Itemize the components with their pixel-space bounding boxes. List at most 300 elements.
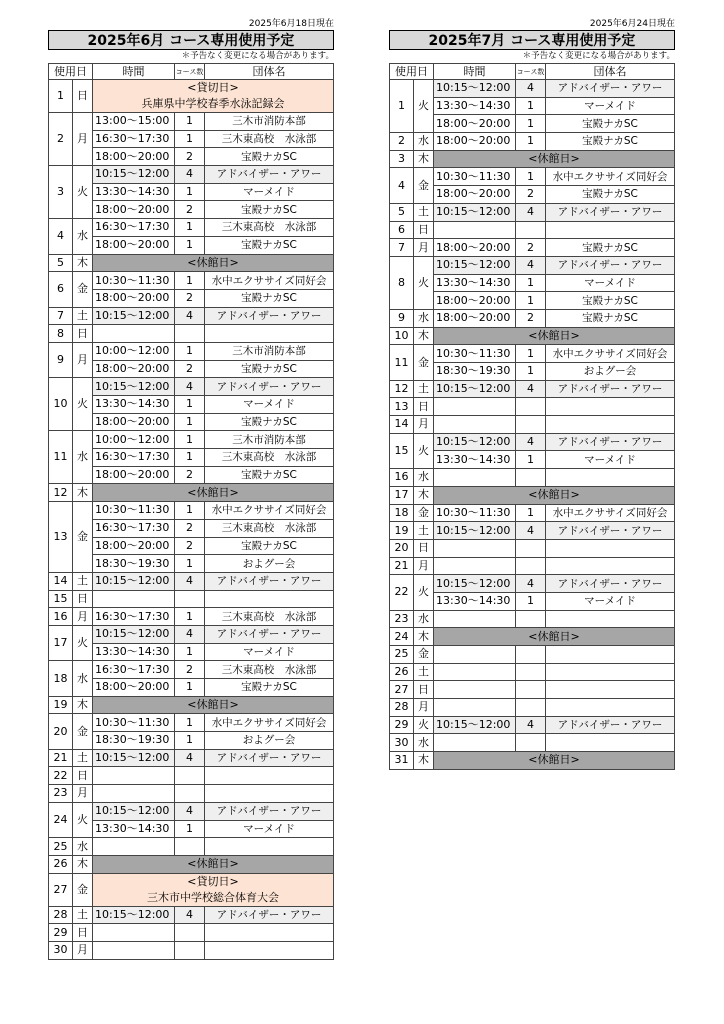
organization: マーメイド xyxy=(546,451,675,469)
organization: アドバイザー・アワー xyxy=(205,802,334,820)
course-count: 1 xyxy=(175,714,205,732)
course-count xyxy=(175,767,205,785)
organization: 宝殿ナカSC xyxy=(546,115,675,133)
day-number: 30 xyxy=(49,941,73,959)
weekday: 火 xyxy=(73,166,93,219)
time-slot: 18:00～20:00 xyxy=(434,292,516,310)
course-count: 1 xyxy=(175,413,205,431)
course-count: 4 xyxy=(516,256,546,274)
course-count: 2 xyxy=(175,466,205,484)
organization: アドバイザー・アワー xyxy=(546,80,675,98)
weekday: 日 xyxy=(73,590,93,608)
day-number: 4 xyxy=(49,219,73,254)
schedule-row xyxy=(390,433,675,451)
day-number: 13 xyxy=(49,502,73,573)
organization: 水中エクササイズ同好会 xyxy=(546,168,675,186)
schedule-row xyxy=(49,802,334,820)
time-slot: 10:30～11:30 xyxy=(434,345,516,363)
time-slot xyxy=(434,221,516,239)
day-number: 10 xyxy=(49,378,73,431)
time-slot: 10:15～12:00 xyxy=(93,906,175,924)
closed-label: <休館日> xyxy=(434,486,675,504)
weekday: 金 xyxy=(414,646,434,664)
weekday: 月 xyxy=(414,557,434,575)
course-count: 4 xyxy=(516,433,546,451)
day-number: 16 xyxy=(390,469,414,487)
schedule-row xyxy=(49,941,334,959)
time-slot xyxy=(434,539,516,557)
time-slot: 13:00～15:00 xyxy=(93,113,175,131)
weekday: 木 xyxy=(414,752,434,770)
organization: 三木市消防本部 xyxy=(205,431,334,449)
time-slot: 16:30～17:30 xyxy=(93,661,175,679)
day-number: 16 xyxy=(49,608,73,626)
course-count: 1 xyxy=(516,292,546,310)
course-count xyxy=(516,221,546,239)
weekday: 水 xyxy=(73,431,93,484)
day-number: 23 xyxy=(390,610,414,628)
weekday: 土 xyxy=(414,663,434,681)
schedule-row xyxy=(390,504,675,522)
weekday: 日 xyxy=(73,767,93,785)
day-number: 27 xyxy=(390,681,414,699)
organization xyxy=(205,785,334,803)
course-count xyxy=(516,610,546,628)
closed-day-row xyxy=(49,696,334,714)
organization: 水中エクササイズ同好会 xyxy=(546,345,675,363)
day-number: 26 xyxy=(49,855,73,873)
course-count: 4 xyxy=(175,572,205,590)
day-number: 24 xyxy=(390,628,414,646)
schedule-row xyxy=(390,610,675,628)
course-count xyxy=(516,539,546,557)
time-slot: 10:15～12:00 xyxy=(434,203,516,221)
closed-label: <休館日> xyxy=(434,628,675,646)
organization: 水中エクササイズ同好会 xyxy=(205,714,334,732)
schedule-row xyxy=(49,166,334,184)
organization xyxy=(205,590,334,608)
time-slot xyxy=(434,646,516,664)
organization: およグー会 xyxy=(205,732,334,750)
schedule-row xyxy=(390,239,675,257)
organization xyxy=(546,557,675,575)
time-slot xyxy=(434,699,516,717)
july-schedule xyxy=(389,18,675,770)
organization: 水中エクササイズ同好会 xyxy=(205,502,334,520)
closed-label: <休館日> xyxy=(93,696,334,714)
course-count: 2 xyxy=(516,309,546,327)
weekday: 木 xyxy=(414,327,434,345)
schedule-row xyxy=(49,906,334,924)
course-count xyxy=(175,838,205,856)
time-slot xyxy=(93,838,175,856)
day-number: 19 xyxy=(49,696,73,714)
schedule-row xyxy=(49,838,334,856)
schedule-row xyxy=(49,272,334,290)
organization xyxy=(546,398,675,416)
organization xyxy=(546,221,675,239)
organization: アドバイザー・アワー xyxy=(205,749,334,767)
course-count: 4 xyxy=(175,166,205,184)
july-header-row xyxy=(390,64,675,80)
day-number: 29 xyxy=(390,716,414,734)
time-slot xyxy=(434,416,516,434)
day-number: 14 xyxy=(390,416,414,434)
organization xyxy=(546,663,675,681)
closed-day-row xyxy=(390,628,675,646)
june-header-row xyxy=(49,64,334,80)
organization xyxy=(205,924,334,942)
organization xyxy=(205,941,334,959)
time-slot: 13:30～14:30 xyxy=(434,451,516,469)
weekday: 金 xyxy=(414,345,434,380)
schedule-row xyxy=(49,714,334,732)
time-slot: 18:00～20:00 xyxy=(93,289,175,307)
organization xyxy=(205,838,334,856)
weekday: 水 xyxy=(73,661,93,696)
organization: マーメイド xyxy=(205,643,334,661)
day-number: 6 xyxy=(49,272,73,307)
day-number: 9 xyxy=(390,309,414,327)
organization: アドバイザー・アワー xyxy=(546,203,675,221)
day-number: 7 xyxy=(49,307,73,325)
organization: アドバイザー・アワー xyxy=(546,575,675,593)
schedule-row xyxy=(49,749,334,767)
organization xyxy=(546,469,675,487)
course-count: 1 xyxy=(516,504,546,522)
june-table-body xyxy=(49,80,334,960)
day-number: 21 xyxy=(390,557,414,575)
header-time: 時間 xyxy=(93,64,175,80)
weekday: 火 xyxy=(414,575,434,610)
reserved-label: <貸切日> xyxy=(187,874,239,888)
schedule-row xyxy=(390,539,675,557)
july-table xyxy=(389,63,675,770)
schedule-row xyxy=(390,663,675,681)
time-slot: 10:15～12:00 xyxy=(93,166,175,184)
closed-day-row xyxy=(390,327,675,345)
reserved-cell xyxy=(93,80,334,113)
weekday: 木 xyxy=(414,628,434,646)
closed-label: <休館日> xyxy=(434,150,675,168)
weekday: 火 xyxy=(414,716,434,734)
july-note: ＊予告なく変更になる場合があります。 xyxy=(522,51,675,61)
course-count: 4 xyxy=(516,203,546,221)
time-slot: 18:00～20:00 xyxy=(434,186,516,204)
reserved-label: <貸切日> xyxy=(187,81,239,94)
organization: 宝殿ナカSC xyxy=(205,413,334,431)
schedule-row xyxy=(390,716,675,734)
header-day: 使用日 xyxy=(49,64,93,80)
organization: マーメイド xyxy=(205,183,334,201)
weekday: 日 xyxy=(414,539,434,557)
course-count: 2 xyxy=(516,239,546,257)
time-slot xyxy=(93,924,175,942)
organization xyxy=(546,539,675,557)
course-count xyxy=(175,590,205,608)
day-number: 7 xyxy=(390,239,414,257)
closed-day-row xyxy=(390,752,675,770)
weekday: 土 xyxy=(73,307,93,325)
day-number: 31 xyxy=(390,752,414,770)
organization: 宝殿ナカSC xyxy=(205,236,334,254)
time-slot: 18:00～20:00 xyxy=(93,679,175,697)
organization: 宝殿ナカSC xyxy=(546,292,675,310)
organization: 宝殿ナカSC xyxy=(546,133,675,151)
time-slot: 13:30～14:30 xyxy=(434,592,516,610)
weekday: 水 xyxy=(414,133,434,151)
weekday: 火 xyxy=(414,80,434,133)
day-number: 14 xyxy=(49,572,73,590)
weekday: 木 xyxy=(414,486,434,504)
course-count: 1 xyxy=(175,342,205,360)
time-slot: 18:00～20:00 xyxy=(93,360,175,378)
schedule-row xyxy=(49,924,334,942)
course-count: 1 xyxy=(516,363,546,381)
organization: アドバイザー・アワー xyxy=(546,522,675,540)
organization: マーメイド xyxy=(546,592,675,610)
weekday: 火 xyxy=(414,256,434,309)
course-count xyxy=(516,398,546,416)
organization xyxy=(205,767,334,785)
day-number: 15 xyxy=(49,590,73,608)
organization: アドバイザー・アワー xyxy=(546,433,675,451)
weekday: 水 xyxy=(73,838,93,856)
schedule-row xyxy=(390,345,675,363)
closed-label: <休館日> xyxy=(93,855,334,873)
closed-label: <休館日> xyxy=(93,484,334,502)
organization: 三木東高校 水泳部 xyxy=(205,661,334,679)
schedule-row xyxy=(390,575,675,593)
organization: 三木市消防本部 xyxy=(205,342,334,360)
day-number: 12 xyxy=(390,380,414,398)
weekday: 金 xyxy=(73,272,93,307)
time-slot: 18:30～19:30 xyxy=(93,555,175,573)
course-count: 1 xyxy=(516,451,546,469)
weekday: 月 xyxy=(73,608,93,626)
course-count: 1 xyxy=(516,345,546,363)
time-slot: 10:15～12:00 xyxy=(93,572,175,590)
organization: アドバイザー・アワー xyxy=(205,906,334,924)
organization: 宝殿ナカSC xyxy=(205,679,334,697)
organization xyxy=(205,325,334,343)
day-number: 19 xyxy=(390,522,414,540)
time-slot: 18:00～20:00 xyxy=(93,236,175,254)
course-count: 4 xyxy=(175,307,205,325)
header-org: 団体名 xyxy=(205,64,334,80)
day-number: 21 xyxy=(49,749,73,767)
weekday: 木 xyxy=(73,855,93,873)
organization: アドバイザー・アワー xyxy=(205,166,334,184)
course-count: 1 xyxy=(175,113,205,131)
weekday: 月 xyxy=(414,416,434,434)
weekday: 月 xyxy=(73,342,93,377)
course-count: 2 xyxy=(175,661,205,679)
course-count: 1 xyxy=(175,679,205,697)
time-slot: 13:30～14:30 xyxy=(93,396,175,414)
organization: およグー会 xyxy=(205,555,334,573)
day-number: 28 xyxy=(49,906,73,924)
course-count: 1 xyxy=(175,236,205,254)
organization xyxy=(546,646,675,664)
course-count: 4 xyxy=(175,749,205,767)
course-count: 2 xyxy=(175,519,205,537)
time-slot: 18:30～19:30 xyxy=(93,732,175,750)
time-slot: 18:00～20:00 xyxy=(93,537,175,555)
closed-day-row xyxy=(390,150,675,168)
organization xyxy=(546,681,675,699)
course-count: 4 xyxy=(516,716,546,734)
reserved-day-row xyxy=(49,80,334,113)
day-number: 1 xyxy=(390,80,414,133)
june-table xyxy=(48,63,334,960)
organization: アドバイザー・アワー xyxy=(205,572,334,590)
organization: 三木東高校 水泳部 xyxy=(205,608,334,626)
course-count: 1 xyxy=(175,502,205,520)
course-count: 1 xyxy=(175,608,205,626)
weekday: 金 xyxy=(73,502,93,573)
organization: 三木東高校 水泳部 xyxy=(205,519,334,537)
course-count: 2 xyxy=(175,289,205,307)
schedule-row xyxy=(49,572,334,590)
day-number: 1 xyxy=(49,80,73,113)
time-slot: 10:15～12:00 xyxy=(434,575,516,593)
course-count: 2 xyxy=(175,148,205,166)
course-count: 4 xyxy=(175,625,205,643)
weekday: 日 xyxy=(414,221,434,239)
schedule-row xyxy=(390,646,675,664)
schedule-row xyxy=(390,203,675,221)
schedule-row xyxy=(390,681,675,699)
header-time: 時間 xyxy=(434,64,516,80)
schedule-row xyxy=(390,557,675,575)
organization: 宝殿ナカSC xyxy=(205,537,334,555)
time-slot: 13:30～14:30 xyxy=(93,183,175,201)
reserved-cell xyxy=(93,873,334,906)
day-number: 3 xyxy=(49,166,73,219)
course-count xyxy=(516,734,546,752)
time-slot: 18:00～20:00 xyxy=(434,133,516,151)
organization: 三木市消防本部 xyxy=(205,113,334,131)
closed-label: <休館日> xyxy=(434,752,675,770)
time-slot: 10:15～12:00 xyxy=(434,256,516,274)
organization: 水中エクササイズ同好会 xyxy=(205,272,334,290)
time-slot: 16:30～17:30 xyxy=(93,219,175,237)
july-title: 2025年7月 コース専用使用予定 xyxy=(389,30,675,50)
day-number: 24 xyxy=(49,802,73,837)
weekday: 日 xyxy=(414,681,434,699)
closed-label: <休館日> xyxy=(93,254,334,272)
schedule-row xyxy=(390,256,675,274)
course-count xyxy=(516,646,546,664)
weekday: 水 xyxy=(414,309,434,327)
organization xyxy=(546,734,675,752)
schedule-row xyxy=(390,380,675,398)
course-count: 1 xyxy=(175,219,205,237)
organization: 宝殿ナカSC xyxy=(546,239,675,257)
weekday: 水 xyxy=(414,734,434,752)
day-number: 18 xyxy=(49,661,73,696)
course-count: 2 xyxy=(516,186,546,204)
schedule-row xyxy=(390,398,675,416)
schedule-row xyxy=(390,80,675,98)
organization xyxy=(546,416,675,434)
day-number: 27 xyxy=(49,873,73,906)
time-slot: 18:00～20:00 xyxy=(434,309,516,327)
day-number: 11 xyxy=(49,431,73,484)
schedule-row xyxy=(390,168,675,186)
course-count: 2 xyxy=(175,360,205,378)
schedule-row xyxy=(49,502,334,520)
organization: 三木東高校 水泳部 xyxy=(205,219,334,237)
course-count xyxy=(175,941,205,959)
course-count: 4 xyxy=(516,380,546,398)
time-slot xyxy=(93,785,175,803)
day-number: 22 xyxy=(390,575,414,610)
weekday: 月 xyxy=(414,699,434,717)
day-number: 20 xyxy=(49,714,73,749)
course-count: 2 xyxy=(175,201,205,219)
schedule-row xyxy=(49,325,334,343)
course-count: 1 xyxy=(175,643,205,661)
weekday: 日 xyxy=(414,398,434,416)
day-number: 8 xyxy=(390,256,414,309)
organization: アドバイザー・アワー xyxy=(546,716,675,734)
time-slot: 16:30～17:30 xyxy=(93,130,175,148)
june-schedule xyxy=(48,18,334,960)
time-slot xyxy=(93,767,175,785)
course-count: 1 xyxy=(516,97,546,115)
weekday: 土 xyxy=(73,749,93,767)
closed-day-row xyxy=(49,855,334,873)
time-slot: 18:30～19:30 xyxy=(434,363,516,381)
day-number: 18 xyxy=(390,504,414,522)
course-count: 1 xyxy=(175,183,205,201)
day-number: 25 xyxy=(49,838,73,856)
closed-day-row xyxy=(49,484,334,502)
course-count: 4 xyxy=(516,80,546,98)
time-slot xyxy=(93,325,175,343)
weekday: 水 xyxy=(73,219,93,254)
weekday: 火 xyxy=(414,433,434,468)
day-number: 3 xyxy=(390,150,414,168)
weekday: 月 xyxy=(73,785,93,803)
day-number: 17 xyxy=(49,625,73,660)
weekday: 火 xyxy=(73,802,93,837)
time-slot: 10:15～12:00 xyxy=(434,80,516,98)
weekday: 水 xyxy=(414,610,434,628)
weekday: 月 xyxy=(73,941,93,959)
schedule-row xyxy=(390,469,675,487)
time-slot xyxy=(434,398,516,416)
header-day: 使用日 xyxy=(390,64,434,80)
organization xyxy=(546,610,675,628)
course-count: 1 xyxy=(175,130,205,148)
course-count: 1 xyxy=(516,592,546,610)
schedule-row xyxy=(49,625,334,643)
weekday: 日 xyxy=(73,80,93,113)
schedule-row xyxy=(49,219,334,237)
day-number: 8 xyxy=(49,325,73,343)
june-title: 2025年6月 コース専用使用予定 xyxy=(48,30,334,50)
course-count xyxy=(516,663,546,681)
course-count xyxy=(175,785,205,803)
weekday: 火 xyxy=(73,378,93,431)
organization: 三木東高校 水泳部 xyxy=(205,449,334,467)
time-slot: 10:00～12:00 xyxy=(93,431,175,449)
time-slot: 10:15～12:00 xyxy=(93,749,175,767)
course-count xyxy=(175,924,205,942)
